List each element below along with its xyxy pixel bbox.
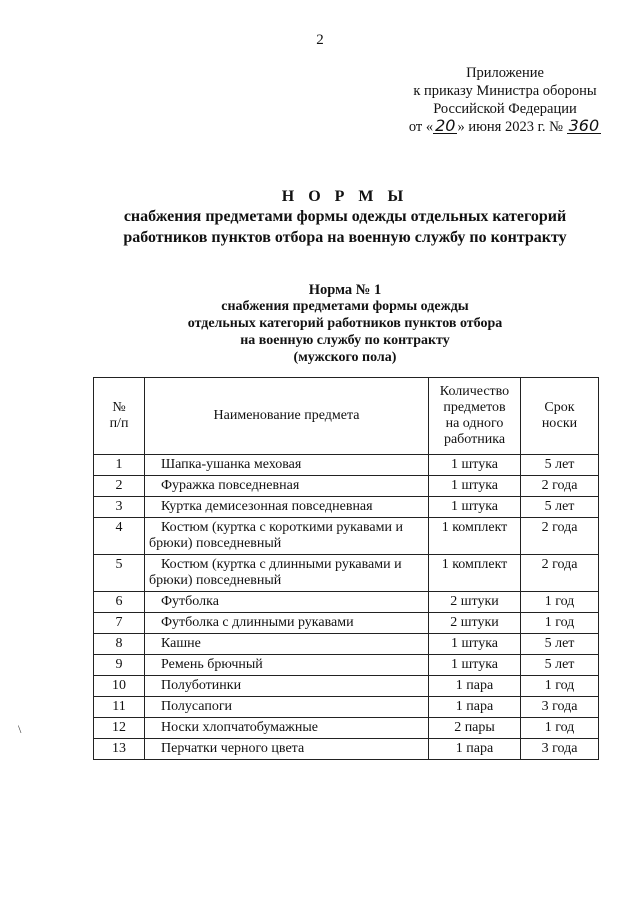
row-number: 1 <box>94 455 145 476</box>
norm-subtitle <box>150 298 540 366</box>
table-row <box>94 697 599 718</box>
norm-subtitle-line-4: (мужского пола) <box>293 350 397 365</box>
row-number: 5 <box>94 555 145 592</box>
row-item-name: Шапка-ушанка меховая <box>145 455 429 476</box>
table-row <box>94 613 599 634</box>
row-item-name: Кашне <box>145 634 429 655</box>
row-quantity: 2 штуки <box>429 613 521 634</box>
subtitle-line-1: снабжения предметами формы одежды отдельных категорий <box>123 208 567 225</box>
table-row <box>94 497 599 518</box>
row-quantity: 1 штука <box>429 476 521 497</box>
row-quantity: 1 пара <box>429 676 521 697</box>
order-day-handwritten: 20 <box>435 116 456 135</box>
appendix-order-date <box>380 118 630 136</box>
header-number-line-1: № <box>112 400 126 415</box>
document-title: Н О Р М Ы <box>281 188 409 205</box>
appendix-block <box>380 64 630 136</box>
row-wear-term: 3 года <box>521 697 599 718</box>
appendix-line-3: Российской Федерации <box>433 101 577 117</box>
row-number: 12 <box>94 718 145 739</box>
order-date-middle: » июня 2023 г. № <box>457 119 563 135</box>
norm-subtitle-line-3: на военную службу по контракту <box>240 333 450 348</box>
row-number: 3 <box>94 497 145 518</box>
table-header-row <box>94 378 599 455</box>
page-number: 2 <box>316 32 324 48</box>
table-row <box>94 676 599 697</box>
norm-subtitle-line-2: отдельных категорий работников пунктов отбора <box>187 316 503 331</box>
row-number: 4 <box>94 518 145 555</box>
appendix-line-2: к приказу Министра обороны <box>413 83 597 99</box>
row-item-name: Костюм (куртка с длинными рукавами и брюки) повседневный <box>145 555 429 592</box>
document-subtitle <box>80 206 610 248</box>
row-quantity: 1 штука <box>429 497 521 518</box>
table-row <box>94 655 599 676</box>
norm-subtitle-line-1: снабжения предметами формы одежды <box>221 299 469 314</box>
header-quantity-line-3: на одного <box>445 416 504 431</box>
order-date-prefix: от « <box>408 119 434 135</box>
row-item-name: Полуботинки <box>145 676 429 697</box>
row-quantity: 1 комплект <box>429 518 521 555</box>
row-number: 2 <box>94 476 145 497</box>
header-quantity <box>429 378 521 455</box>
row-wear-term: 2 года <box>521 518 599 555</box>
order-number-handwritten: 360 <box>568 116 600 135</box>
table-row <box>94 718 599 739</box>
row-item-name: Ремень брючный <box>145 655 429 676</box>
row-wear-term: 5 лет <box>521 655 599 676</box>
row-item-name: Полусапоги <box>145 697 429 718</box>
header-wear-term <box>521 378 599 455</box>
table-row <box>94 739 599 760</box>
norms-table <box>93 377 599 760</box>
norm-title: Норма № 1 <box>308 282 382 298</box>
header-item-name: Наименование предмета <box>145 378 429 455</box>
header-number-line-2: п/п <box>109 416 129 431</box>
row-wear-term: 1 год <box>521 718 599 739</box>
header-wear-term-line-2: носки <box>541 416 578 431</box>
row-number: 11 <box>94 697 145 718</box>
row-number: 8 <box>94 634 145 655</box>
row-wear-term: 1 год <box>521 676 599 697</box>
row-wear-term: 2 года <box>521 555 599 592</box>
header-quantity-line-1: Количество <box>439 384 510 399</box>
appendix-line-1: Приложение <box>466 65 544 81</box>
row-wear-term: 2 года <box>521 476 599 497</box>
row-quantity: 2 пары <box>429 718 521 739</box>
row-quantity: 1 комплект <box>429 555 521 592</box>
header-wear-term-line-1: Срок <box>544 400 575 415</box>
header-quantity-line-4: работника <box>443 432 506 447</box>
row-item-name: Фуражка повседневная <box>145 476 429 497</box>
row-wear-term: 1 год <box>521 613 599 634</box>
row-number: 10 <box>94 676 145 697</box>
row-item-name: Футболка с длинными рукавами <box>145 613 429 634</box>
header-number <box>94 378 145 455</box>
row-quantity: 1 штука <box>429 655 521 676</box>
row-quantity: 1 штука <box>429 634 521 655</box>
row-wear-term: 3 года <box>521 739 599 760</box>
table-row <box>94 455 599 476</box>
row-item-name: Костюм (куртка с короткими рукавами и брюки) повседневный <box>145 518 429 555</box>
row-wear-term: 5 лет <box>521 497 599 518</box>
row-quantity: 1 пара <box>429 739 521 760</box>
row-quantity: 1 штука <box>429 455 521 476</box>
row-number: 13 <box>94 739 145 760</box>
table-row <box>94 555 599 592</box>
row-number: 6 <box>94 592 145 613</box>
row-wear-term: 1 год <box>521 592 599 613</box>
scan-stray-mark: \ <box>18 722 22 736</box>
row-item-name: Куртка демисезонная повседневная <box>145 497 429 518</box>
row-wear-term: 5 лет <box>521 634 599 655</box>
table-row <box>94 476 599 497</box>
row-item-name: Перчатки черного цвета <box>145 739 429 760</box>
row-number: 9 <box>94 655 145 676</box>
row-quantity: 1 пара <box>429 697 521 718</box>
row-wear-term: 5 лет <box>521 455 599 476</box>
subtitle-line-2: работников пунктов отбора на военную службу по контракту <box>123 229 567 246</box>
row-quantity: 2 штуки <box>429 592 521 613</box>
row-item-name: Футболка <box>145 592 429 613</box>
header-quantity-line-2: предметов <box>443 400 506 415</box>
table-row <box>94 518 599 555</box>
row-item-name: Носки хлопчатобумажные <box>145 718 429 739</box>
table-row <box>94 592 599 613</box>
row-number: 7 <box>94 613 145 634</box>
table-row <box>94 634 599 655</box>
